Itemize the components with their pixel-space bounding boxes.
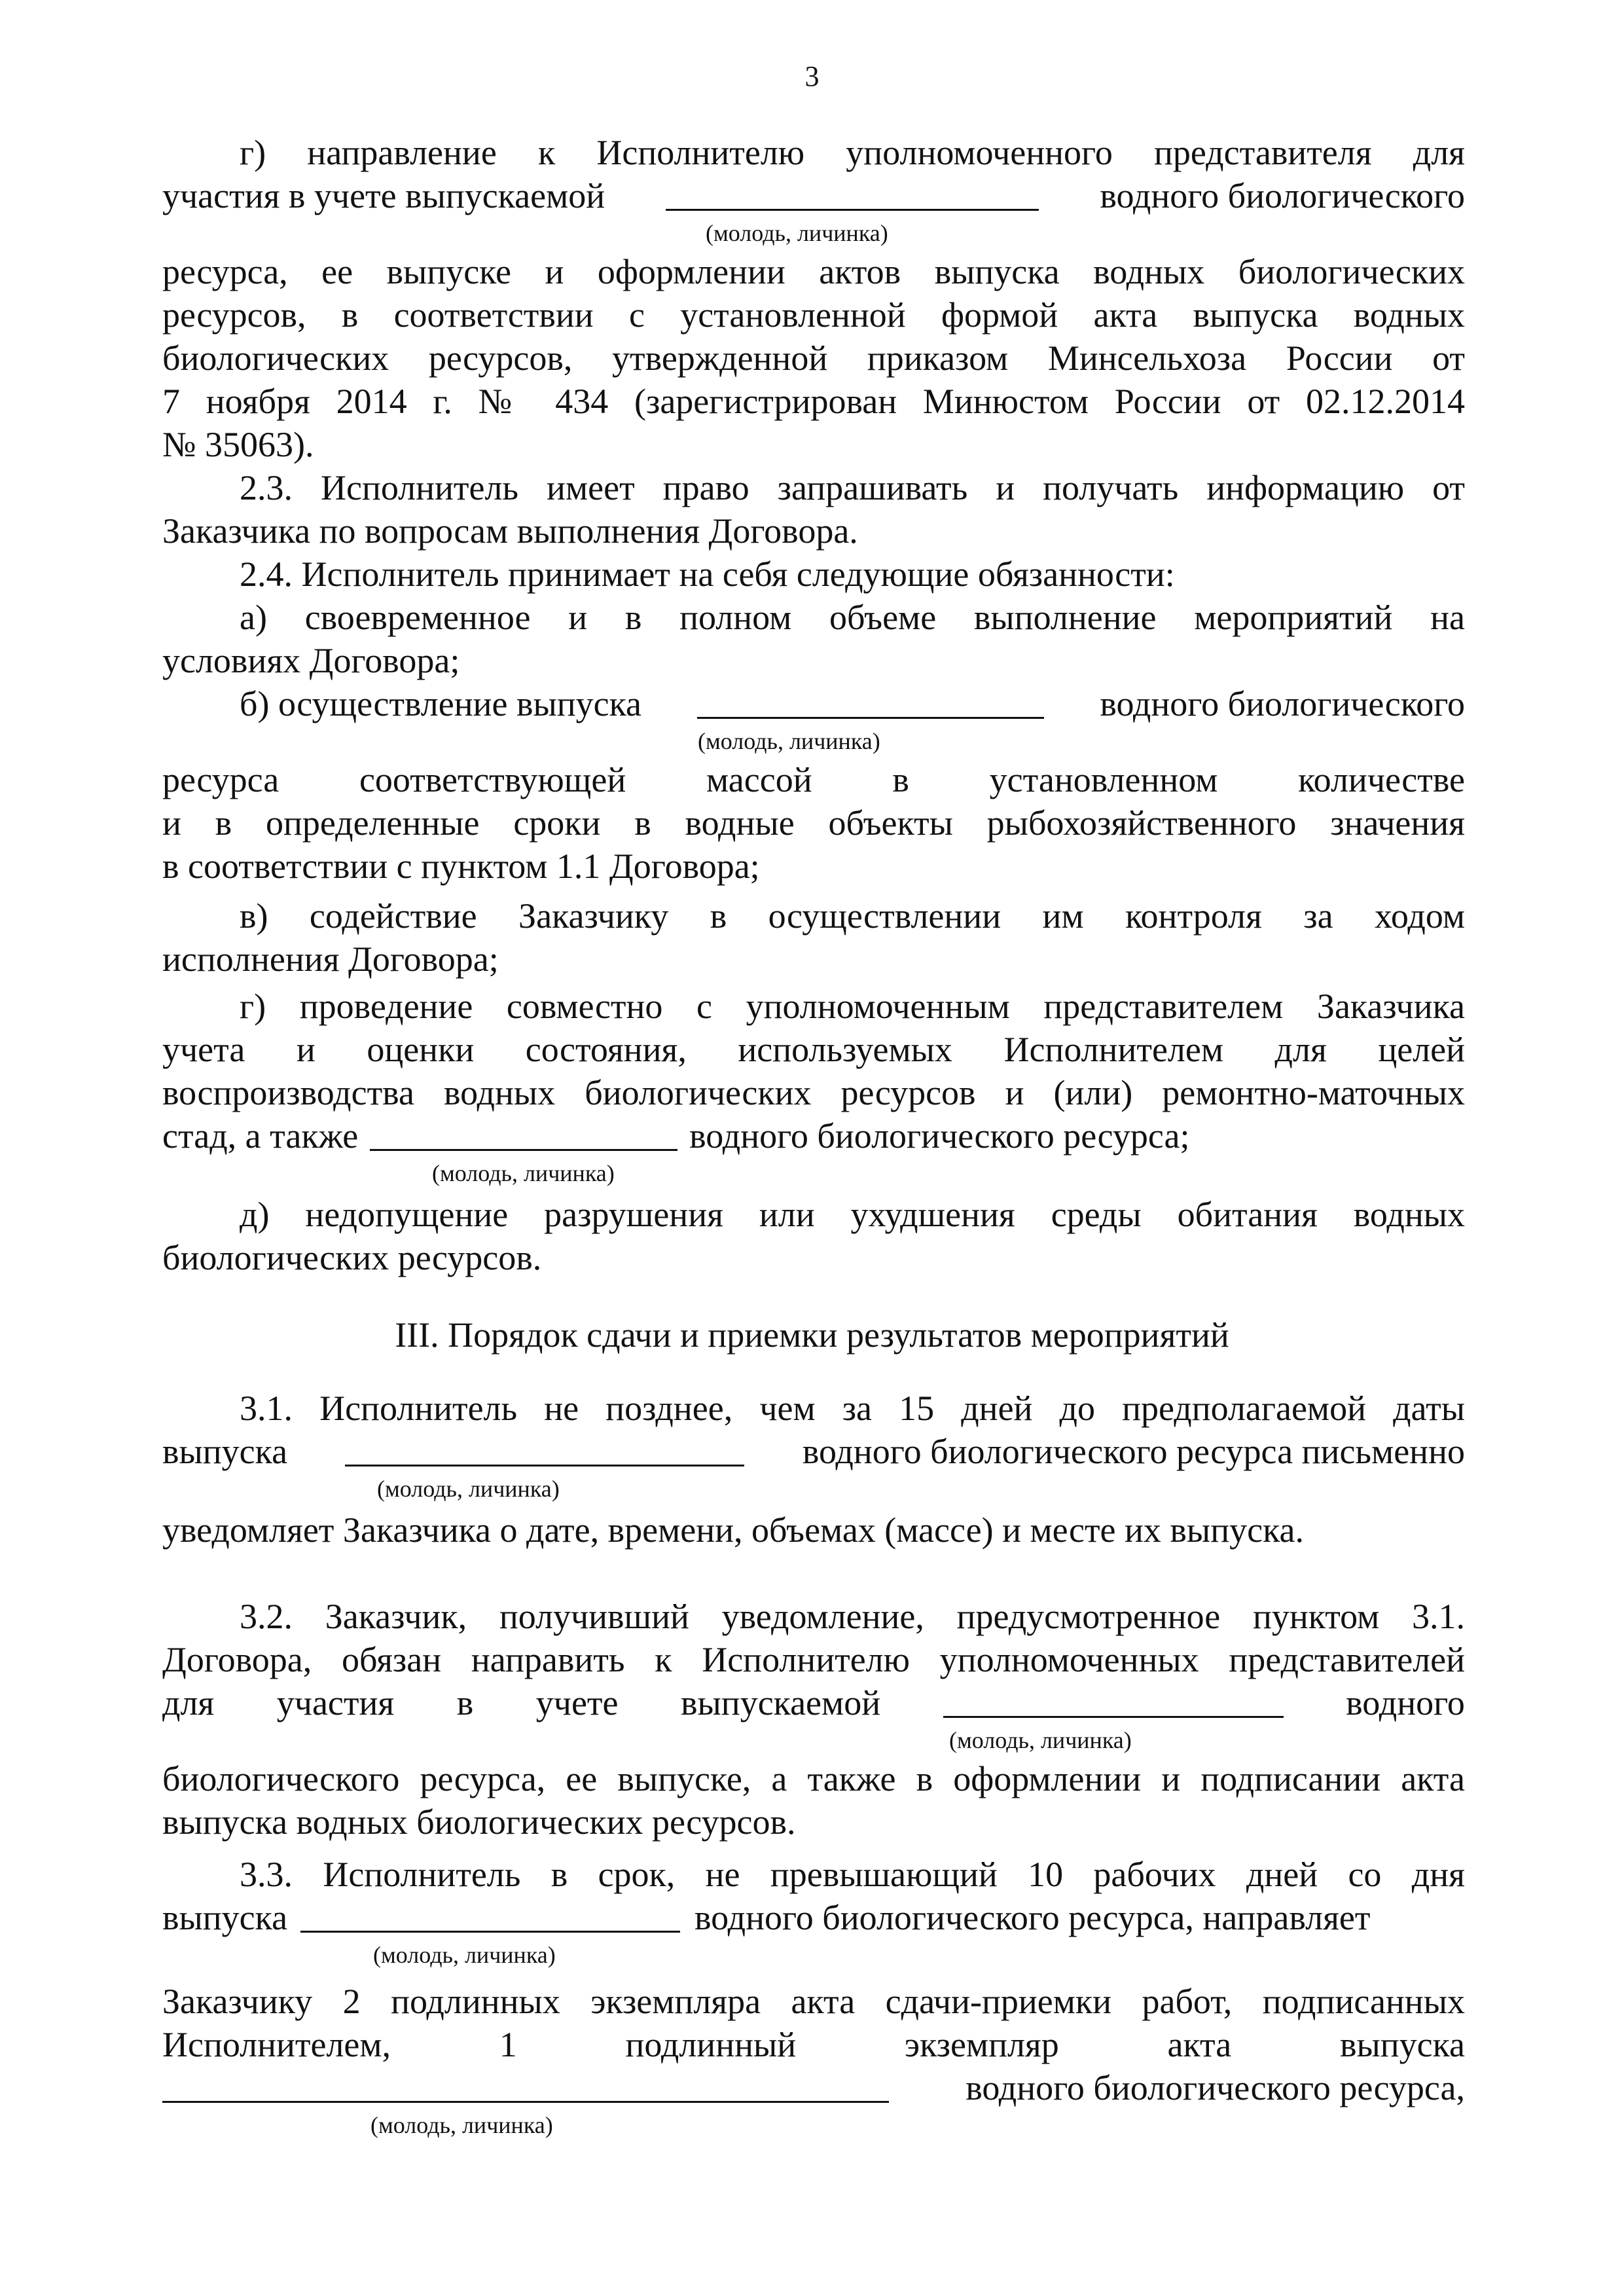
hint-3-3b: (молодь, личинка)	[370, 2112, 553, 2138]
paragraph-3-3-text-a: выпуска	[162, 1898, 288, 1937]
paragraph-3-2-line4: биологического ресурса, ее выпуске, а также в оформлении и подписании акта	[162, 1759, 1465, 1798]
page-number: 3	[804, 60, 820, 92]
section-heading: III. Порядок сдачи и приемки результатов мероприятий	[395, 1315, 1229, 1355]
paragraph-3-2-line3	[162, 1681, 1465, 1724]
p32-word-2: участия	[276, 1683, 395, 1722]
p32-word-1: для	[162, 1683, 215, 1722]
p32-word-3: в	[456, 1683, 474, 1722]
p33-word-3: подлинный	[625, 2025, 797, 2064]
hint-g2: (молодь, личинка)	[432, 1160, 615, 1186]
paragraph-3-3-text-b: водного биологического ресурса, направляет	[695, 1898, 1371, 1937]
paragraph-3-2-line1: 3.2. Заказчик, получивший уведомление, предусмотренное пунктом 3.1.	[240, 1597, 1465, 1636]
p33-word-5: акта	[1167, 2025, 1232, 2064]
paragraph-g1-line2	[162, 174, 1465, 217]
paragraph-3-2-line5: выпуска водных биологических ресурсов.	[162, 1802, 796, 1842]
item-v-line2: исполнения Договора;	[162, 939, 499, 979]
p32-word-4: учете	[535, 1683, 619, 1722]
blank-field-g2	[370, 1118, 677, 1151]
item-b-text-a: б) осуществление выпуска	[240, 684, 642, 723]
item-b-line3: и в определенные сроки в водные объекты рыбохозяйственного значения	[162, 803, 1465, 843]
item-b-text-b: водного биологического	[1100, 684, 1465, 723]
paragraph-g1-line1: г) направление к Исполнителю уполномоченного представителя для	[240, 133, 1465, 172]
paragraph-g1-text-b: водного биологического	[1100, 176, 1465, 215]
p33-word-2: 1	[499, 2025, 517, 2064]
item-g2-line2: учета и оценки состояния, используемых Исполнителем для целей	[162, 1030, 1465, 1069]
paragraph-2-3-line2: Заказчика по вопросам выполнения Договора.	[162, 511, 858, 551]
hint-3-2: (молодь, личинка)	[949, 1727, 1132, 1753]
paragraph-3-1-text-a: выпуска	[162, 1432, 288, 1471]
p32-word-5: выпускаемой	[681, 1683, 881, 1722]
item-d-line1: д) недопущение разрушения или ухудшения среды обитания водных	[240, 1195, 1465, 1234]
paragraph-3-1-line3: уведомляет Заказчика о дате, времени, объемах (массе) и месте их выпуска.	[162, 1510, 1304, 1550]
blank-field-3-3b	[162, 2069, 889, 2103]
p33-word-4: экземпляр	[904, 2025, 1059, 2064]
paragraph-g1-line7: № 35063).	[162, 425, 314, 464]
item-b-line1	[240, 682, 1465, 725]
item-g2-text-a: стад, а также	[162, 1116, 359, 1156]
paragraph-3-1-line2	[162, 1430, 1465, 1473]
item-g2-line1: г) проведение совместно с уполномоченным представителем Заказчика	[240, 987, 1465, 1026]
paragraph-3-2-line2: Договора, обязан направить к Исполнителю уполномоченных представителей	[162, 1640, 1465, 1679]
hint-3-3: (молодь, личинка)	[373, 1942, 556, 1968]
item-g2-line4	[162, 1114, 1465, 1157]
blank-field-3-1	[345, 1433, 744, 1467]
blank-field-b	[697, 685, 1044, 719]
paragraph-3-3-line1: 3.3. Исполнитель в срок, не превышающий 10 рабочих дней со дня	[240, 1855, 1465, 1894]
p32-word-end: водного	[1346, 1683, 1465, 1722]
paragraph-3-3-text-c: водного биологического ресурса,	[965, 2068, 1465, 2107]
blank-field-3-3	[300, 1899, 680, 1933]
paragraph-3-3-line3: Заказчику 2 подлинных экземпляра акта сдачи-приемки работ, подписанных	[162, 1982, 1465, 2021]
item-g2-line3: воспроизводства водных биологических ресурсов и (или) ремонтно-маточных	[162, 1073, 1465, 1112]
paragraph-3-1-line1: 3.1. Исполнитель не позднее, чем за 15 дней до предполагаемой даты	[240, 1389, 1465, 1428]
hint-g1: (молодь, личинка)	[706, 220, 888, 246]
paragraph-3-3-line4	[162, 2023, 1465, 2066]
paragraph-g1-line3: ресурса, ее выпуске и оформлении актов выпуска водных биологических	[162, 252, 1465, 291]
blank-field-3-2	[943, 1685, 1284, 1718]
hint-3-1: (молодь, личинка)	[377, 1476, 560, 1502]
paragraph-g1-text-a: участия в учете выпускаемой	[162, 176, 605, 215]
paragraph-3-3-line2	[162, 1896, 1465, 1939]
paragraph-g1-line5: биологических ресурсов, утвержденной приказом Минсельхоза России от	[162, 338, 1465, 378]
hint-b: (молодь, личинка)	[698, 728, 880, 754]
item-d-line2: биологических ресурсов.	[162, 1238, 542, 1277]
paragraph-2-3-line1: 2.3. Исполнитель имеет право запрашивать и получать информацию от	[240, 468, 1465, 507]
paragraph-3-1-text-b: водного биологического ресурса письменно	[802, 1432, 1465, 1471]
paragraph-3-3-line5	[162, 2066, 1465, 2109]
blank-field-g1	[666, 177, 1039, 211]
paragraph-g1-line6: 7 ноября 2014 г. № 434 (зарегистрирован Минюстом России от 02.12.2014	[162, 382, 1465, 421]
p33-word-6: выпуска	[1339, 2025, 1465, 2064]
item-a-line1: а) своевременное и в полном объеме выполнение мероприятий на	[240, 598, 1465, 637]
item-b-line2: ресурса соответствующей массой в установленном количестве	[162, 760, 1465, 799]
item-v-line1: в) содействие Заказчику в осуществлении им контроля за ходом	[240, 896, 1465, 936]
p33-word-1: Исполнителем,	[162, 2025, 391, 2064]
paragraph-g1-line4: ресурсов, в соответствии с установленной формой акта выпуска водных	[162, 295, 1465, 335]
paragraph-2-4: 2.4. Исполнитель принимает на себя следующие обязанности:	[240, 555, 1175, 594]
item-a-line2: условиях Договора;	[162, 641, 460, 680]
item-g2-text-b: водного биологического ресурса;	[689, 1116, 1190, 1156]
item-b-line4: в соответствии с пунктом 1.1 Договора;	[162, 847, 760, 886]
